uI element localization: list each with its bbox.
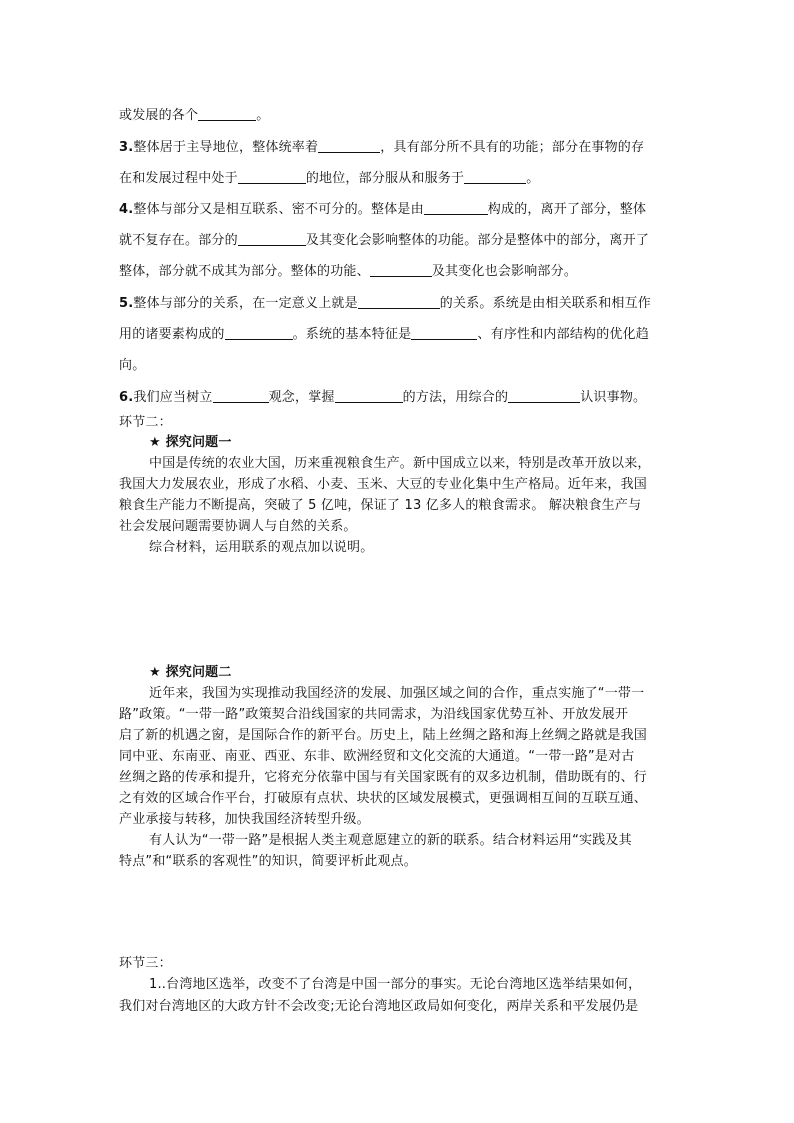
problem-1-line: 我国大力发展农业，形成了水稻、小麦、玉米、大豆的专业化集中生产格局。近年来，我国 [119,477,648,492]
question-4-line-1 [119,198,646,217]
text: 。系统的基本特征是 [292,327,412,342]
question-number: 5. [119,296,134,311]
text: 。 [526,171,540,186]
text: 的关系。系统是由相关联系和相互作 [439,296,651,311]
question-number: 4. [119,202,134,217]
text: 整体与部分又是相互联系、密不可分的。整体是由 [133,202,424,217]
answer-blank[interactable] [238,171,306,184]
problem-2-line: 之有效的区域合作平台，打破原有点状、块状的区域发展模式，更强调相互间的互联互通、 [119,791,648,806]
problem-2-line: 同中亚、东南亚、南亚、西亚、东非、欧洲经贸和文化交流的大通道。“一带一路”是对古 [119,749,635,764]
text: 用的诸要素构成的 [119,327,225,342]
question-5-line-1 [119,292,651,311]
problem-2-question: 特点”和“联系的客观性”的知识，简要评析此观点。 [119,854,418,869]
answer-blank[interactable] [358,296,440,309]
section-3-line: 1..台湾地区选举，改变不了台湾是中国一部分的事实。无论台湾地区选举结果如何， [149,977,642,992]
problem-2-line: 丝绸之路的传承和提升，它将充分依靠中国与有关国家既有的双多边机制，借助既有的、行 [119,770,648,785]
text: 及其变化会影响整体的功能。部分是整体中的部分，离开了 [305,233,650,248]
problem-2-line: 启了新的机遇之窗，是国际合作的新平台。历史上，陆上丝绸之路和海上丝绸之路就是我国 [119,728,648,743]
text: 在和发展过程中处于 [119,171,238,186]
question-3-line-1 [119,136,644,155]
question-3-line-2 [119,167,539,186]
problem-2-line: 近年来，我国为实现推动我国经济的发展、加强区域之间的合作，重点实施了“一带一 [149,686,645,701]
question-5-line-2 [119,323,649,342]
fill-line-0 [119,104,269,123]
problem-2-heading: ★ 探究问题二 [149,665,232,680]
text: 整体与部分的关系，在一定意义上就是 [133,296,358,311]
text: 、有序性和内部结构的优化趋 [477,327,650,342]
answer-blank[interactable] [464,171,526,184]
text: 或发展的各个 [119,108,199,123]
answer-blank[interactable] [411,327,477,340]
answer-blank[interactable] [238,233,306,246]
answer-blank[interactable] [213,390,269,403]
text: 观念，掌握 [268,390,335,405]
text: 整体，部分就不成其为部分。整体的功能、 [119,264,370,279]
question-number: 6. [119,390,134,405]
answer-blank[interactable] [198,108,256,121]
text: 。 [256,108,270,123]
answer-blank[interactable] [424,202,488,215]
section-2-title: 环节二： [119,415,172,430]
text: 就不复存在。部分的 [119,233,238,248]
problem-1-question: 综合材料，运用联系的观点加以说明。 [149,540,374,555]
problem-1-line: 中国是传统的农业大国，历来重视粮食生产。新中国成立以来，特别是改革开放以来， [149,456,651,471]
question-5-line-3 [119,354,145,373]
problem-2-question: 有人认为“一带一路”是根据人类主观意愿建立的新的联系。结合材料运用“实践及其 [149,833,632,848]
section-3-title: 环节三： [119,956,172,971]
text: 我们应当树立 [133,390,213,405]
problem-1-line: 社会发展问题需要协调人与自然的关系。 [119,519,357,534]
text: 的地位，部分服从和服务于 [305,171,465,186]
text: 的方法，用综合的 [402,390,509,405]
problem-1-line: 粮食生产能力不断提高，突破了 5 亿吨，保证了 13 亿多人的粮食需求。 解决粮食生产与 [119,498,642,513]
answer-blank[interactable] [370,264,432,277]
text: 构成的，离开了部分，整体 [487,202,647,217]
answer-blank[interactable] [318,140,380,153]
section-3-line: 我们对台湾地区的大政方针不会改变;无论台湾地区政局如何变化，两岸关系和平发展仍是 [119,999,639,1014]
answer-blank[interactable] [225,327,293,340]
text: ，具有部分所不具有的功能；部分在事物的存 [380,140,645,155]
problem-1-heading: ★ 探究问题一 [149,435,232,450]
text: 认识事物。 [580,390,647,405]
question-4-line-2 [119,229,649,248]
question-6 [119,386,646,405]
question-number: 3. [119,140,134,155]
answer-blank[interactable] [335,390,403,403]
text: 及其变化也会影响部分。 [431,264,578,279]
question-4-line-3 [119,260,577,279]
problem-2-line: 路”政策。“一带一路”政策契合沿线国家的共同需求，为沿线国家优势互补、开放发展开 [119,707,629,722]
text: 向。 [119,358,146,373]
text: 整体居于主导地位，整体统率着 [133,140,319,155]
answer-blank[interactable] [508,390,580,403]
problem-2-line: 产业承接与转移，加快我国经济转型升级。 [119,812,370,827]
